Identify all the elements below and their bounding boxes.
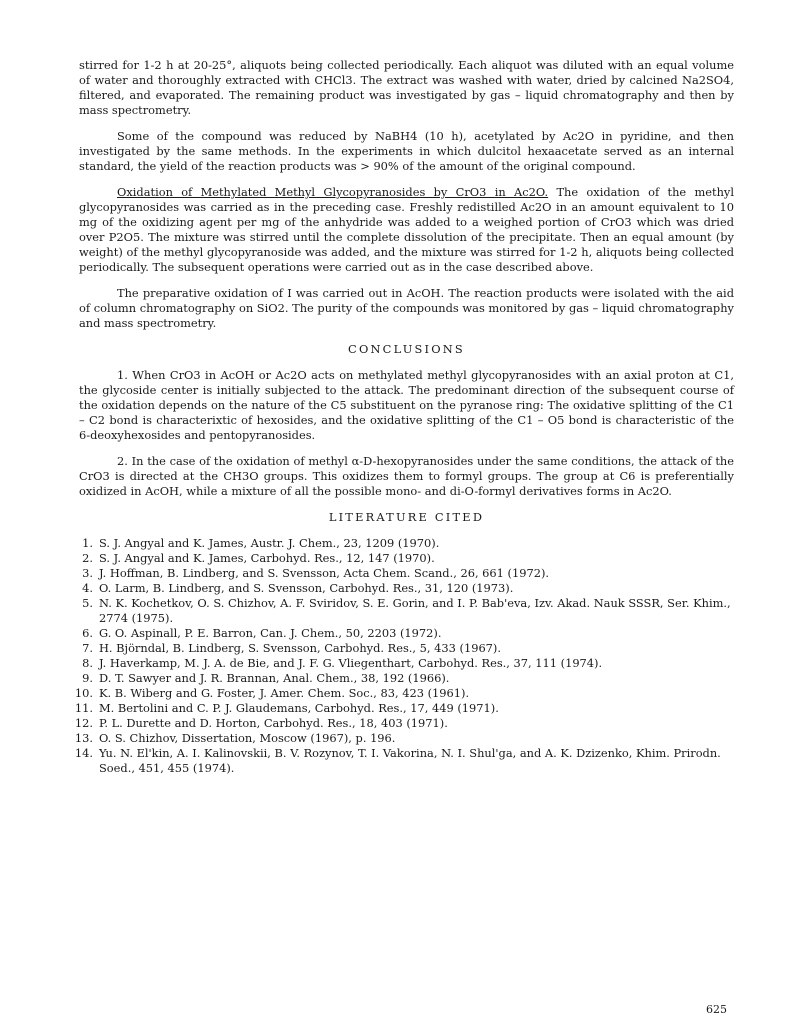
reference-item [74, 701, 734, 716]
conclusion-item: 2. In the case of the oxidation of methyl α-D-hexopyranosides under the same conditions, the attack of the CrO3 is directed at the CH3O groups. This oxidizes them to formyl groups. The group at C6 is preferentially oxidized in AcOH, while a mixture of all the possible mono- and di-O-formyl derivatives forms in Ac2O. [79, 454, 734, 498]
reference-number: 2. [82, 551, 93, 565]
reference-number: 6. [82, 626, 93, 640]
reference-number: 9. [82, 671, 93, 685]
reference-text: J. Hoffman, B. Lindberg, and S. Svensson, Acta Chem. Scand., 26, 661 (1972). [99, 566, 550, 580]
reference-item [79, 581, 734, 596]
reference-item [79, 536, 734, 551]
reference-text: O. Larm, B. Lindberg, and S. Svensson, Carbohyd. Res., 31, 120 (1973). [99, 581, 514, 595]
reference-number: 13. [74, 731, 93, 745]
reference-number: 14. [74, 746, 93, 760]
reference-text: P. L. Durette and D. Horton, Carbohyd. Res., 18, 403 (1971). [99, 716, 448, 730]
conclusion-item: 1. When CrO3 in AcOH or Ac2O acts on methylated methyl glycopyranosides with an axial proton at C1, the glycoside center is initially subjected to the attack. The predominant direction of the subsequent course of the oxidation depends on the nature of the C5 substituent on the pyranose ring: The oxidative splitting of the C1 – C2 bond is characterixtic of hexosides, and the oxidative splitting of the C1 – O5 bond is characteristic of the 6-deoxyhexosides and pentopyranosides. [79, 368, 734, 442]
section-run-in-heading: Oxidation of Methylated Methyl Glycopyranosides by CrO3 in Ac2O. [117, 185, 549, 199]
reference-text: S. J. Angyal and K. James, Carbohyd. Res., 12, 147 (1970). [99, 551, 435, 565]
reference-item [79, 566, 734, 581]
reference-text: S. J. Angyal and K. James, Austr. J. Chem., 23, 1209 (1970). [99, 536, 440, 550]
reference-item [79, 656, 734, 671]
page-body [74, 58, 735, 776]
reference-number: 12. [74, 716, 93, 730]
reference-item [74, 716, 734, 731]
reference-item [79, 596, 734, 626]
reference-number: 8. [82, 656, 93, 670]
reference-item [74, 746, 734, 776]
page-number: 625 [706, 1003, 727, 1016]
reference-text: N. K. Kochetkov, O. S. Chizhov, A. F. Sviridov, S. E. Gorin, and I. P. Bab'eva, Izv. Akad. Nauk SSSR, Ser. Khim., 2774 (1975). [99, 596, 731, 625]
reference-number: 3. [82, 566, 93, 580]
reference-item [79, 641, 734, 656]
reference-text: M. Bertolini and C. P. J. Glaudemans, Carbohyd. Res., 17, 449 (1971). [99, 701, 499, 715]
reference-text: H. Björndal, B. Lindberg, S. Svensson, Carbohyd. Res., 5, 433 (1967). [99, 641, 501, 655]
paragraph-reduction: Some of the compound was reduced by NaBH4 (10 h), acetylated by Ac2O in pyridine, and then investigated by the same methods. In the experiments in which dulcitol hexaacetate served as an internal standard, the yield of the reaction products was > 90% of the amount of the original compound. [79, 129, 734, 173]
paragraph-preparative: The preparative oxidation of I was carried out in AcOH. The reaction products were isolated with the aid of column chromatography on SiO2. The purity of the compounds was monitored by gas – liquid chromatography and mass spectrometry. [79, 286, 734, 330]
reference-list [74, 536, 734, 776]
reference-text: D. T. Sawyer and J. R. Brannan, Anal. Chem., 38, 192 (1966). [99, 671, 450, 685]
literature-heading: LITERATURE CITED [328, 510, 485, 524]
reference-item [74, 731, 734, 746]
reference-number: 5. [82, 596, 93, 610]
reference-item [74, 686, 734, 701]
reference-item [79, 626, 734, 641]
reference-number: 10. [74, 686, 93, 700]
reference-text: J. Haverkamp, M. J. A. de Bie, and J. F. G. Vliegenthart, Carbohyd. Res., 37, 111 (1974). [99, 656, 603, 670]
reference-item [79, 551, 734, 566]
conclusions-heading: CONCLUSIONS [348, 342, 465, 356]
reference-number: 4. [82, 581, 93, 595]
reference-text: Yu. N. El'kin, A. I. Kalinovskii, B. V. Rozynov, T. I. Vakorina, N. I. Shul'ga, and A. K. Dzizenko, Khim. Prirodn. Soed., 451, 455 (1974). [99, 746, 721, 775]
reference-number: 1. [82, 536, 93, 550]
reference-number: 11. [74, 701, 93, 715]
reference-text: G. O. Aspinall, P. E. Barron, Can. J. Chem., 50, 2203 (1972). [99, 626, 442, 640]
paragraph-continued: stirred for 1-2 h at 20-25°, aliquots being collected periodically. Each aliquot was diluted with an equal volume of water and thoroughly extracted with CHCl3. The extract was washed with water, dried by calcined Na2SO4, filtered, and evaporated. The remaining product was investigated by gas – liquid chromatography and then by mass spectrometry. [79, 58, 734, 117]
reference-number: 7. [82, 641, 93, 655]
reference-text: K. B. Wiberg and G. Foster, J. Amer. Chem. Soc., 83, 423 (1961). [99, 686, 470, 700]
reference-text: O. S. Chizhov, Dissertation, Moscow (1967), p. 196. [99, 731, 396, 745]
paragraph-oxidation-body: The oxidation of the methyl glycopyranosides was carried as in the preceding case. Freshly redistilled Ac2O in an amount equivalent to 10 mg of the oxidizing agent per mg of the anhydride was added to a weighed portion of CrO3 which was dried over P2O5. The mixture was stirred until the complete dissolution of the precipitate. Then an equal amount (by weight) of the methyl glycopyranoside was added, and the mixture was stirred for 1-2 h, aliquots being collected periodically. The subsequent operations were carried out as in the case described above. [79, 185, 735, 274]
reference-item [79, 671, 734, 686]
paragraph-oxidation-ac2o [79, 185, 734, 275]
